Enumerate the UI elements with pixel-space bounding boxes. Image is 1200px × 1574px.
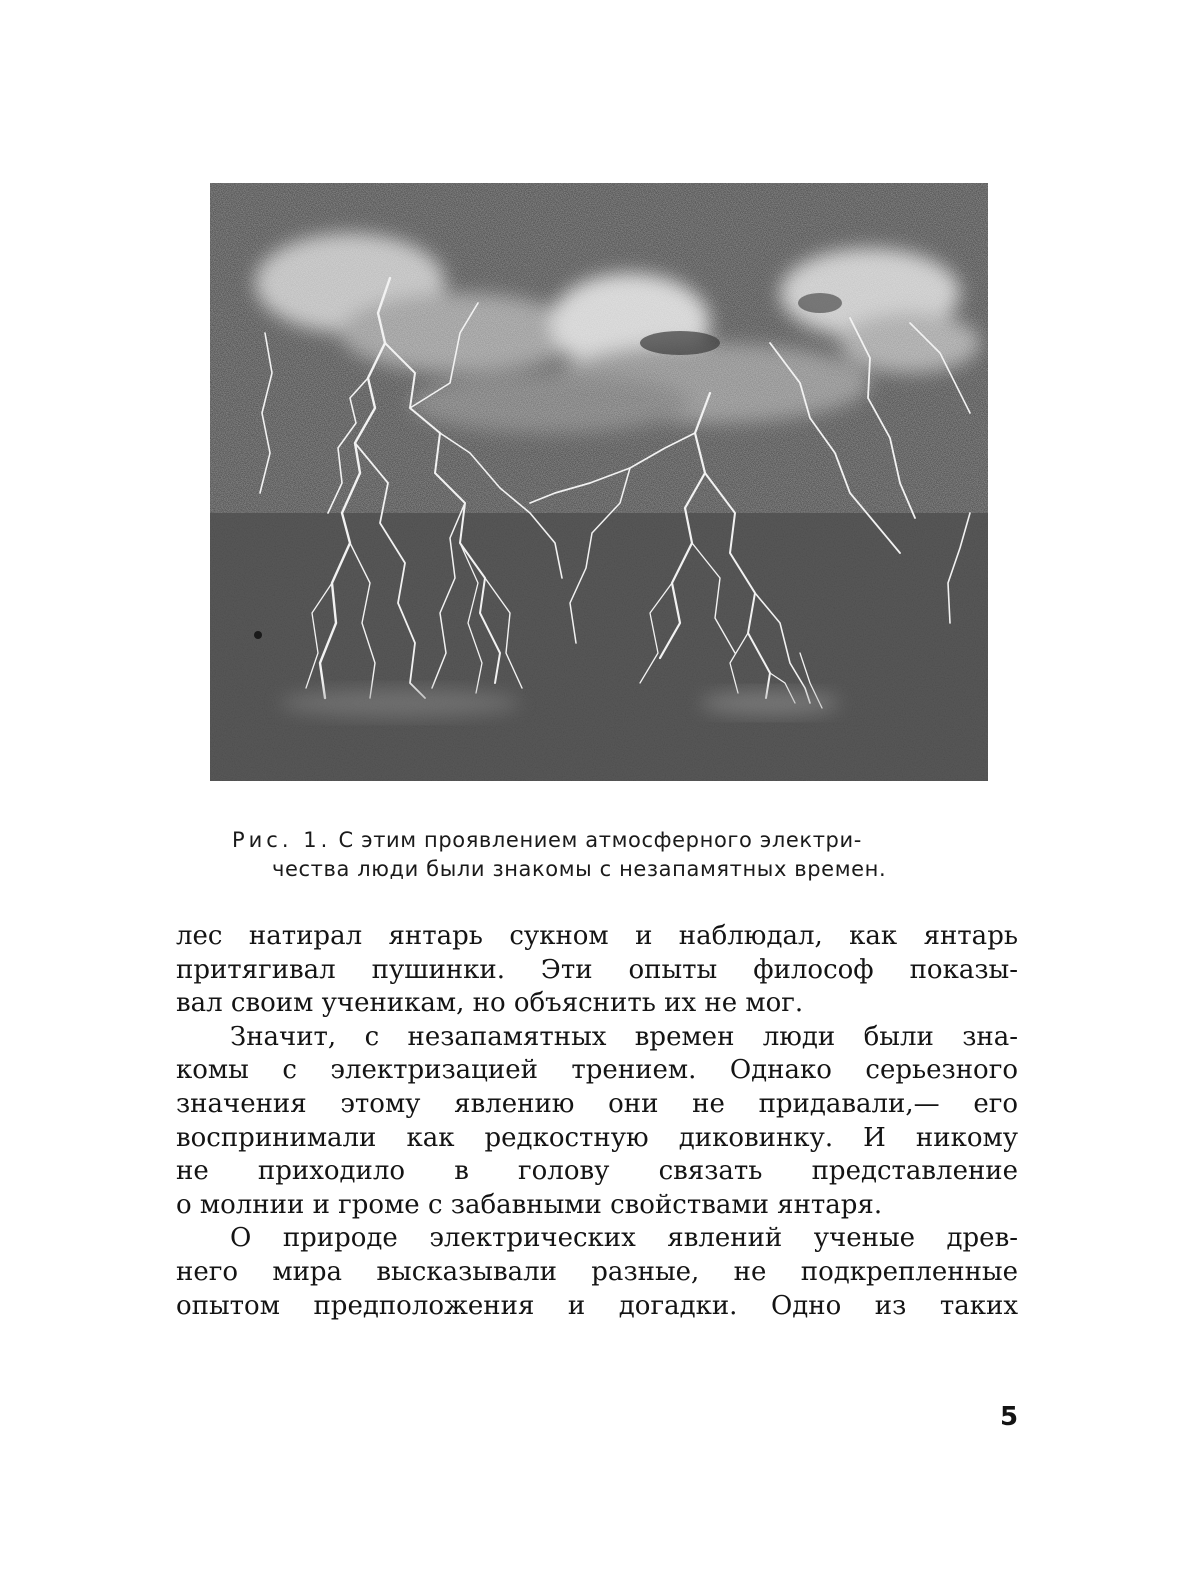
body-line: опытом предположения и догадки. Одно из таких — [176, 1290, 1018, 1321]
caption-line-1 — [210, 826, 988, 855]
body-line: о молнии и громе с забавными свойствами янтаря. — [176, 1189, 883, 1220]
body-line: значения этому явлению они не придавали,— его — [176, 1088, 1018, 1119]
caption-line-2: чества люди были знакомы с незапамятных времен. — [272, 857, 887, 881]
lightning-image — [210, 183, 988, 781]
body-line: Значит, с незапамятных времен люди были зна- — [230, 1021, 1018, 1052]
lightning-illustration — [210, 183, 988, 781]
body-line: О природе электрических явлений ученые древ- — [230, 1223, 1018, 1254]
body-line: воспринимали как редкостную диковинку. И никому — [176, 1122, 1018, 1153]
body-line: него мира высказывали разные, не подкрепленные — [176, 1256, 1018, 1287]
body-text — [176, 920, 1018, 1323]
caption-label: Рис. 1. — [232, 828, 332, 852]
body-line: лес натирал янтарь сукном и наблюдал, как янтарь — [176, 921, 1018, 951]
body-line: притягивал пушинки. Эти опыты философ показы- — [176, 954, 1018, 985]
page-number: 5 — [1000, 1402, 1019, 1432]
figure-caption — [210, 826, 988, 884]
body-line: вал своим ученикам, но объяснить их не мог. — [176, 988, 804, 1019]
caption-text-1: С этим проявлением атмосферного электри- — [338, 828, 862, 852]
body-line: не приходило в голову связать представление — [176, 1156, 1018, 1187]
body-line: комы с электризацией трением. Однако серьезного — [176, 1055, 1018, 1086]
